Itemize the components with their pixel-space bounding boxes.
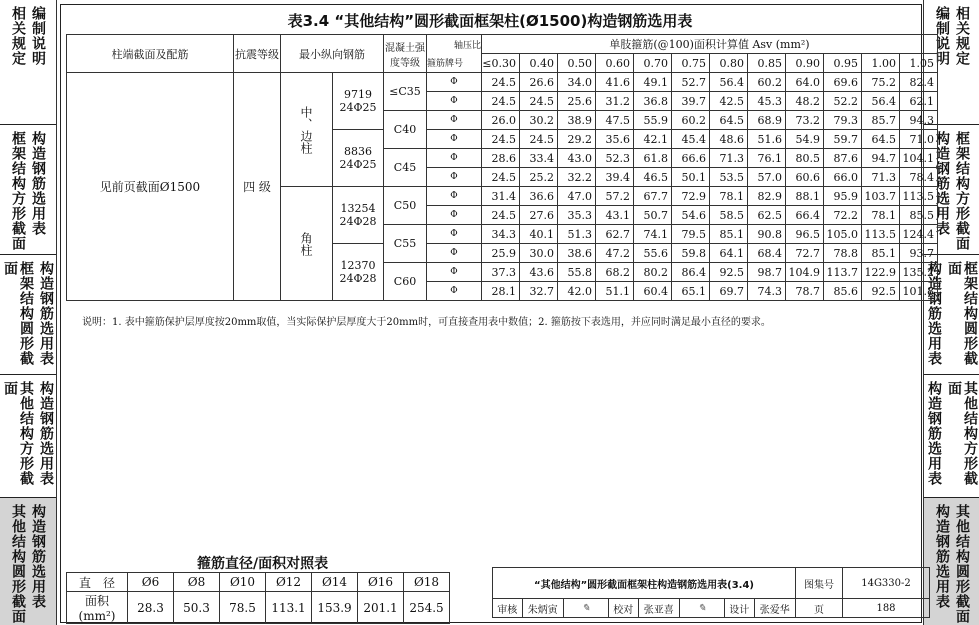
area-value: 39.7 (672, 92, 710, 111)
area-value: 78.4 (900, 168, 938, 187)
checker-signature: ✎ (679, 599, 724, 618)
area-value: 79.5 (672, 225, 710, 244)
area-value: 60.2 (748, 73, 786, 92)
ratio-header: 0.95 (824, 54, 862, 73)
rebar-area: 13254 (340, 202, 376, 215)
area-value: 86.4 (672, 263, 710, 282)
tab-label: 其他结构圆形截面 (10, 504, 26, 624)
area-value: 41.6 (596, 73, 634, 92)
right-tab-other-circle[interactable] (924, 498, 979, 625)
tab-label: 编制说明 (934, 6, 950, 66)
area-value: 113.7 (824, 263, 862, 282)
tab-label: 构造钢筋选用表 (934, 504, 950, 609)
reviewer-signature: ✎ (563, 599, 608, 618)
area-value: 135.2 (900, 263, 938, 282)
area-value: 78.8 (824, 244, 862, 263)
area-value: 78.1 (710, 187, 748, 206)
area-value: 101.8 (900, 282, 938, 301)
design-label: 设计 (724, 599, 754, 618)
section-cell: 见前页截面Ø1500 (67, 73, 234, 301)
stirrup-grade: Φ (427, 263, 482, 282)
area-value: 64.5 (710, 111, 748, 130)
area-value: 28.6 (482, 149, 520, 168)
diam-value: Ø12 (266, 573, 312, 592)
area-value: 62.1 (900, 92, 938, 111)
tab-label: 其他结构圆形截面 (954, 504, 970, 624)
area-value: 73.2 (786, 111, 824, 130)
area-value: 68.9 (748, 111, 786, 130)
area-value: 36.8 (634, 92, 672, 111)
left-tab-frame-circle[interactable] (0, 255, 56, 375)
area-value: 69.6 (824, 73, 862, 92)
tab-label: 构造钢筋选用表 (30, 131, 46, 236)
stirrup-grade: Φ (427, 187, 482, 206)
area-value: 113.5 (900, 187, 938, 206)
tab-label: 其他结构方形截面 (946, 381, 978, 486)
tab-label: 框架结构方形截面 (954, 131, 970, 251)
left-tab-rules[interactable] (0, 0, 56, 125)
area-cell: 153.9 (312, 592, 358, 624)
area-value: 57.2 (596, 187, 634, 206)
area-value: 94.3 (900, 111, 938, 130)
area-value: 49.1 (634, 73, 672, 92)
area-value: 82.9 (748, 187, 786, 206)
area-value: 56.4 (862, 92, 900, 111)
area-value: 32.2 (558, 168, 596, 187)
area-value: 47.2 (596, 244, 634, 263)
area-value: 42.1 (634, 130, 672, 149)
area-value: 47.5 (596, 111, 634, 130)
area-value: 60.2 (672, 111, 710, 130)
area-value: 51.3 (558, 225, 596, 244)
diam-value: Ø10 (220, 573, 266, 592)
stirrup-grade: Φ (427, 282, 482, 301)
header-stirrup: 箍筋牌号 (427, 54, 482, 73)
area-value: 92.5 (862, 282, 900, 301)
grade-cell: C40 (384, 111, 427, 149)
designer-name: 张爱华 (754, 599, 795, 618)
area-value: 66.6 (672, 149, 710, 168)
area-value: 71.3 (710, 149, 748, 168)
area-value: 47.0 (558, 187, 596, 206)
area-value: 122.9 (862, 263, 900, 282)
grade-cell: C55 (384, 225, 427, 263)
area-value: 51.6 (748, 130, 786, 149)
area-cell: 28.3 (128, 592, 174, 624)
area-value: 87.6 (824, 149, 862, 168)
area-value: 94.7 (862, 149, 900, 168)
area-value: 85.1 (862, 244, 900, 263)
rebar-cell (333, 187, 384, 244)
area-value: 34.0 (558, 73, 596, 92)
area-value: 24.5 (482, 73, 520, 92)
ratio-header: 1.00 (862, 54, 900, 73)
stirrup-grade: Φ (427, 168, 482, 187)
ratio-header: 0.90 (786, 54, 824, 73)
area-value: 76.1 (748, 149, 786, 168)
ratio-header: 0.85 (748, 54, 786, 73)
area-value: 31.4 (482, 187, 520, 206)
header-section: 柱端截面及配筋 (67, 35, 234, 73)
area-value: 48.6 (710, 130, 748, 149)
area-value: 72.9 (672, 187, 710, 206)
tab-label: 框架结构圆形截面 (2, 261, 34, 366)
title-block (492, 567, 930, 618)
area-value: 35.3 (558, 206, 596, 225)
area-value: 25.9 (482, 244, 520, 263)
header-axial: 轴压比 (427, 35, 482, 54)
tab-label: 构造钢筋选用表 (38, 261, 54, 366)
header-concrete: 混凝土强度等级 (384, 35, 427, 73)
area-value: 24.5 (482, 92, 520, 111)
area-value: 72.2 (824, 206, 862, 225)
area-value: 79.3 (824, 111, 862, 130)
stirrup-grade: Φ (427, 149, 482, 168)
area-value: 59.8 (672, 244, 710, 263)
ratio-header: 0.80 (710, 54, 748, 73)
check-label: 校对 (608, 599, 638, 618)
area-value: 74.1 (634, 225, 672, 244)
reviewer-name: 朱炳寅 (522, 599, 563, 618)
diam-value: Ø8 (174, 573, 220, 592)
rebar-cell (333, 244, 384, 301)
area-value: 104.9 (786, 263, 824, 282)
grade-cell: C60 (384, 263, 427, 301)
area-value: 50.1 (672, 168, 710, 187)
area-value: 29.2 (558, 130, 596, 149)
diam-header: 直 径 (67, 573, 128, 592)
review-label: 审核 (493, 599, 523, 618)
stirrup-grade: Φ (427, 225, 482, 244)
diam-value: Ø18 (404, 573, 450, 592)
rebar-area: 12370 (340, 259, 376, 272)
area-value: 69.7 (710, 282, 748, 301)
area-value: 93.7 (900, 244, 938, 263)
checker-name: 张亚喜 (638, 599, 679, 618)
ratio-header: ≤0.30 (482, 54, 520, 73)
area-value: 43.1 (596, 206, 634, 225)
area-value: 78.7 (786, 282, 824, 301)
rebar-spec: 24Φ28 (339, 272, 377, 285)
rebar-area: 8836 (344, 145, 372, 158)
area-value: 71.3 (862, 168, 900, 187)
area-value: 55.8 (558, 263, 596, 282)
area-value: 38.9 (558, 111, 596, 130)
seismic-cell: 四 级 (234, 73, 281, 301)
area-value: 66.0 (824, 168, 862, 187)
area-value: 96.5 (786, 225, 824, 244)
area-value: 105.0 (824, 225, 862, 244)
page-number: 188 (843, 599, 930, 618)
diam-value: Ø14 (312, 573, 358, 592)
rebar-spec: 24Φ25 (339, 158, 377, 171)
area-value: 62.5 (748, 206, 786, 225)
area-value: 61.8 (634, 149, 672, 168)
area-value: 98.7 (748, 263, 786, 282)
area-value: 45.4 (672, 130, 710, 149)
area-value: 103.7 (862, 187, 900, 206)
area-value: 24.5 (520, 92, 558, 111)
area-value: 54.6 (672, 206, 710, 225)
area-value: 124.4 (900, 225, 938, 244)
grade-cell: C45 (384, 149, 427, 187)
col-type-corner: 角柱 (281, 187, 333, 301)
area-value: 64.5 (862, 130, 900, 149)
area-value: 53.5 (710, 168, 748, 187)
left-tab-frame-square[interactable] (0, 125, 56, 255)
ratio-header: 0.40 (520, 54, 558, 73)
tab-label: 框架结构方形截面 (10, 131, 26, 251)
stirrup-grade: Φ (427, 244, 482, 263)
area-value: 85.6 (824, 282, 862, 301)
area-value: 30.0 (520, 244, 558, 263)
area-value: 26.0 (482, 111, 520, 130)
header-seismic: 抗震等级 (234, 35, 281, 73)
atlas-number: 14G330-2 (843, 568, 930, 599)
area-cell: 254.5 (404, 592, 450, 624)
area-cell: 201.1 (358, 592, 404, 624)
area-value: 113.5 (862, 225, 900, 244)
area-value: 30.2 (520, 111, 558, 130)
area-value: 85.7 (862, 111, 900, 130)
area-value: 33.4 (520, 149, 558, 168)
area-value: 62.7 (596, 225, 634, 244)
stirrup-grade: Φ (427, 206, 482, 225)
tab-label: 构造钢筋选用表 (934, 131, 950, 236)
note-text: 说明：1. 表中箍筋保护层厚度按20mm取值，当实际保护层厚度大于20mm时，可直接查用表中数值；2. 箍筋按下表选用，并应同时满足最小直径的要求。 (82, 317, 771, 328)
area-value: 25.2 (520, 168, 558, 187)
area-value: 38.6 (558, 244, 596, 263)
area-value: 52.3 (596, 149, 634, 168)
right-tab-other-square[interactable] (924, 375, 979, 498)
tab-label: 构造钢筋选用表 (926, 381, 942, 486)
area-value: 67.7 (634, 187, 672, 206)
tab-label: 相关规定 (10, 6, 26, 66)
diam-value: Ø6 (128, 573, 174, 592)
area-value: 24.5 (482, 168, 520, 187)
area-value: 57.0 (748, 168, 786, 187)
area-value: 25.6 (558, 92, 596, 111)
area-value: 35.6 (596, 130, 634, 149)
ratio-header: 0.50 (558, 54, 596, 73)
area-value: 32.7 (520, 282, 558, 301)
area-value: 42.5 (710, 92, 748, 111)
tab-label: 编制说明 (30, 6, 46, 66)
area-value: 24.5 (520, 130, 558, 149)
rebar-selection-table (66, 34, 938, 301)
area-value: 92.5 (710, 263, 748, 282)
rebar-spec: 24Φ25 (339, 101, 377, 114)
area-value: 58.5 (710, 206, 748, 225)
area-value: 80.2 (634, 263, 672, 282)
area-value: 37.3 (482, 263, 520, 282)
col-type-mid: 中、边柱 (281, 73, 333, 187)
area-value: 24.5 (482, 130, 520, 149)
area-value: 104.1 (900, 149, 938, 168)
rebar-cell (333, 130, 384, 187)
area-value: 74.3 (748, 282, 786, 301)
header-area: 单肢箍筋(@100)面积计算值 Asv (mm²) (482, 35, 938, 54)
area-value: 60.6 (786, 168, 824, 187)
area-value: 52.7 (672, 73, 710, 92)
area-value: 78.1 (862, 206, 900, 225)
area-value: 56.4 (710, 73, 748, 92)
left-tab-other-square[interactable] (0, 375, 56, 498)
area-value: 45.3 (748, 92, 786, 111)
area-value: 31.2 (596, 92, 634, 111)
area-value: 27.6 (520, 206, 558, 225)
stirrup-grade: Φ (427, 130, 482, 149)
area-value: 28.1 (482, 282, 520, 301)
area-value: 64.0 (786, 73, 824, 92)
tab-label: 构造钢筋选用表 (38, 381, 54, 486)
grade-cell: C50 (384, 187, 427, 225)
area-value: 75.2 (862, 73, 900, 92)
area-value: 68.2 (596, 263, 634, 282)
area-value: 54.9 (786, 130, 824, 149)
area-value: 51.1 (596, 282, 634, 301)
ratio-header: 0.60 (596, 54, 634, 73)
area-value: 82.4 (900, 73, 938, 92)
area-value: 71.0 (900, 130, 938, 149)
area-value: 42.0 (558, 282, 596, 301)
ratio-header: 1.05 (900, 54, 938, 73)
rebar-spec: 24Φ28 (339, 215, 377, 228)
area-value: 50.7 (634, 206, 672, 225)
tab-label: 框架结构圆形截面 (946, 261, 978, 366)
atlas-label: 图集号 (796, 568, 843, 599)
area-value: 34.3 (482, 225, 520, 244)
area-value: 40.1 (520, 225, 558, 244)
rebar-cell (333, 73, 384, 130)
header-min-rebar: 最小纵向钢筋 (281, 35, 384, 73)
stirrup-grade: Φ (427, 92, 482, 111)
drawing-name: “其他结构”圆形截面框架柱构造钢筋选用表(3.4) (493, 568, 796, 599)
area-value: 88.1 (786, 187, 824, 206)
area-value: 65.1 (672, 282, 710, 301)
area-value: 43.0 (558, 149, 596, 168)
area-value: 90.8 (748, 225, 786, 244)
area-value: 24.5 (482, 206, 520, 225)
page-label: 页 (796, 599, 843, 618)
area-value: 68.4 (748, 244, 786, 263)
tab-label: 相关规定 (954, 6, 970, 66)
diam-value: Ø16 (358, 573, 404, 592)
area-value: 59.7 (824, 130, 862, 149)
left-tab-column (0, 0, 57, 625)
area-value: 85.1 (710, 225, 748, 244)
area-value: 64.1 (710, 244, 748, 263)
area-value: 80.5 (786, 149, 824, 168)
diameter-area-table (66, 572, 450, 624)
area-value: 95.9 (824, 187, 862, 206)
ratio-header: 0.70 (634, 54, 672, 73)
area-value: 39.4 (596, 168, 634, 187)
area-value: 46.5 (634, 168, 672, 187)
rebar-area: 9719 (344, 88, 372, 101)
area-value: 55.6 (634, 244, 672, 263)
area-value: 66.4 (786, 206, 824, 225)
tab-label: 构造钢筋选用表 (926, 261, 942, 366)
area-value: 52.2 (824, 92, 862, 111)
area-value: 55.9 (634, 111, 672, 130)
grade-cell: ≤C35 (384, 73, 427, 111)
ratio-header: 0.75 (672, 54, 710, 73)
area-value: 48.2 (786, 92, 824, 111)
area-value: 36.6 (520, 187, 558, 206)
stirrup-grade: Φ (427, 111, 482, 130)
area-value: 85.5 (900, 206, 938, 225)
area-value: 72.7 (786, 244, 824, 263)
table-row (67, 73, 938, 92)
area-cell: 113.1 (266, 592, 312, 624)
page-title: 表3.4 “其他结构”圆形截面框架柱(Ø1500)构造钢筋选用表 (287, 12, 693, 30)
area-value: 26.6 (520, 73, 558, 92)
area-cell: 50.3 (174, 592, 220, 624)
left-tab-other-circle[interactable] (0, 498, 56, 625)
tab-label: 其他结构方形截面 (2, 381, 34, 486)
small-table-title: 箍筋直径/面积对照表 (197, 556, 329, 572)
tab-label: 构造钢筋选用表 (30, 504, 46, 609)
area-cell: 78.5 (220, 592, 266, 624)
area-value: 60.4 (634, 282, 672, 301)
stirrup-grade: Φ (427, 73, 482, 92)
area-value: 43.6 (520, 263, 558, 282)
area-header: 面积(mm²) (67, 592, 128, 624)
